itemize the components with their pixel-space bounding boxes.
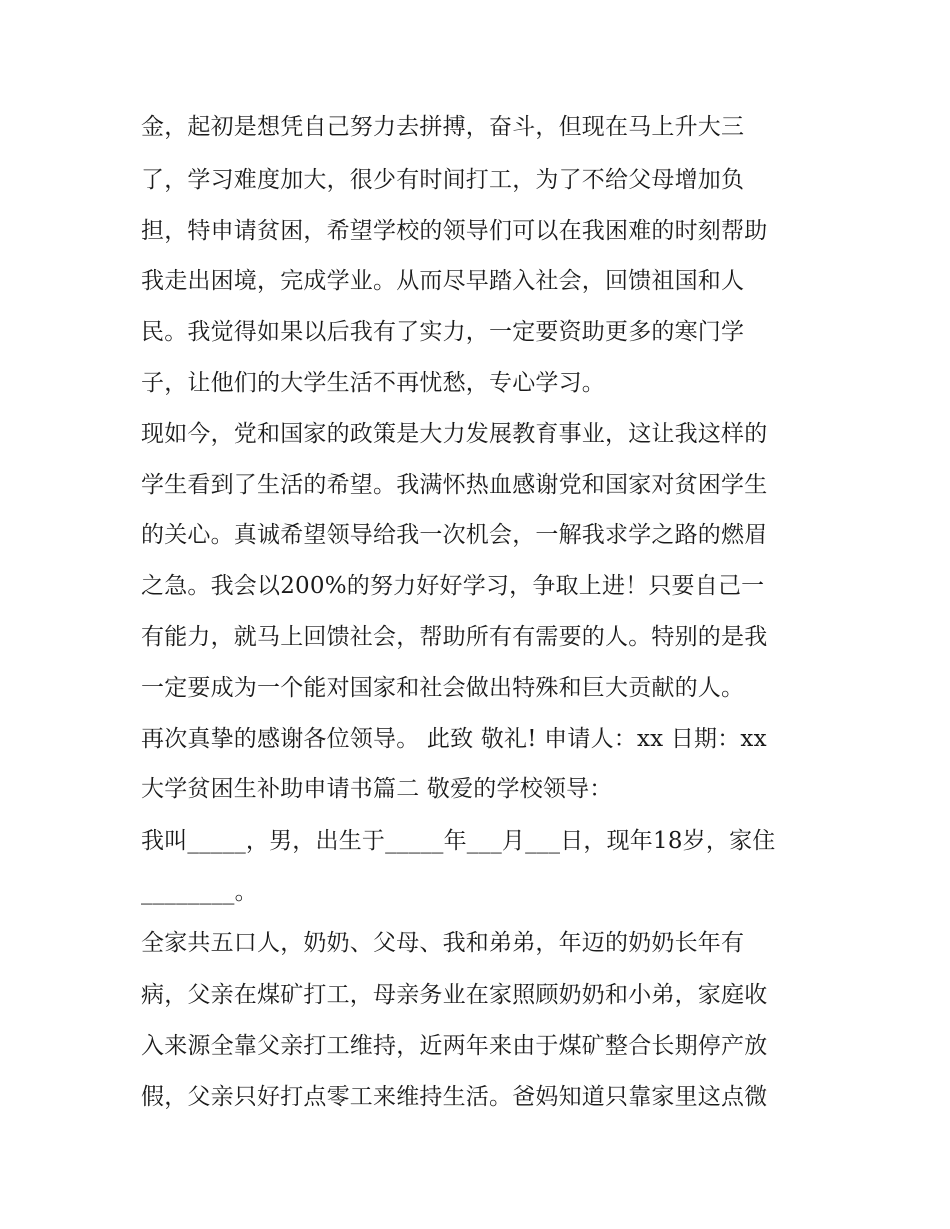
text-line: 之急。我会以200%的努力好好学习，争取上进！只要自己一: [141, 573, 765, 599]
text-line: 有能力，就马上回馈社会，帮助所有有需要的人。特别的是我: [141, 624, 768, 650]
text-line: 学生看到了生活的希望。我满怀热血感谢党和国家对贫困学生: [141, 472, 768, 498]
text-line: 一定要成为一个能对国家和社会做出特殊和巨大贡献的人。: [141, 675, 745, 701]
text-line: 假，父亲只好打点零工来维持生活。爸妈知道只靠家里这点微: [141, 1084, 768, 1110]
text-line: 担，特申请贫困，希望学校的领导们可以在我困难的时刻帮助: [141, 218, 768, 244]
text-line: 大学贫困生补助申请书篇二 敬爱的学校领导：: [141, 776, 613, 802]
text-line: ________。: [141, 879, 258, 905]
text-line: 我叫_____，男，出生于_____年___月___日，现年18岁，家住: [141, 828, 776, 854]
text-line: 的关心。真诚希望领导给我一次机会，一解我求学之路的燃眉: [141, 522, 768, 548]
text-line: 再次真挚的感谢各位领导。 此致 敬礼! 申请人：xx 日期：xx: [141, 726, 767, 752]
text-line: 金，起初是想凭自己努力去拼搏，奋斗，但现在马上升大三: [141, 114, 745, 140]
text-line: 现如今，党和国家的政策是大力发展教育事业，这让我这样的: [141, 421, 768, 447]
text-line: 子，让他们的大学生活不再忧愁，专心学习。: [141, 370, 605, 396]
text-line: 入来源全靠父亲打工维持，近两年来由于煤矿整合长期停产放: [141, 1033, 768, 1059]
text-line: 民。我觉得如果以后我有了实力，一定要资助更多的寒门学: [141, 319, 745, 345]
text-line: 全家共五口人，奶奶、父母、我和弟弟，年迈的奶奶长年有: [141, 930, 745, 956]
text-line: 病，父亲在煤矿打工，母亲务业在家照顾奶奶和小弟，家庭收: [141, 982, 768, 1008]
text-line: 我走出困境，完成学业。从而尽早踏入社会，回馈祖国和人: [141, 268, 745, 294]
text-line: 了，学习难度加大，很少有时间打工，为了不给父母增加负: [141, 167, 745, 193]
